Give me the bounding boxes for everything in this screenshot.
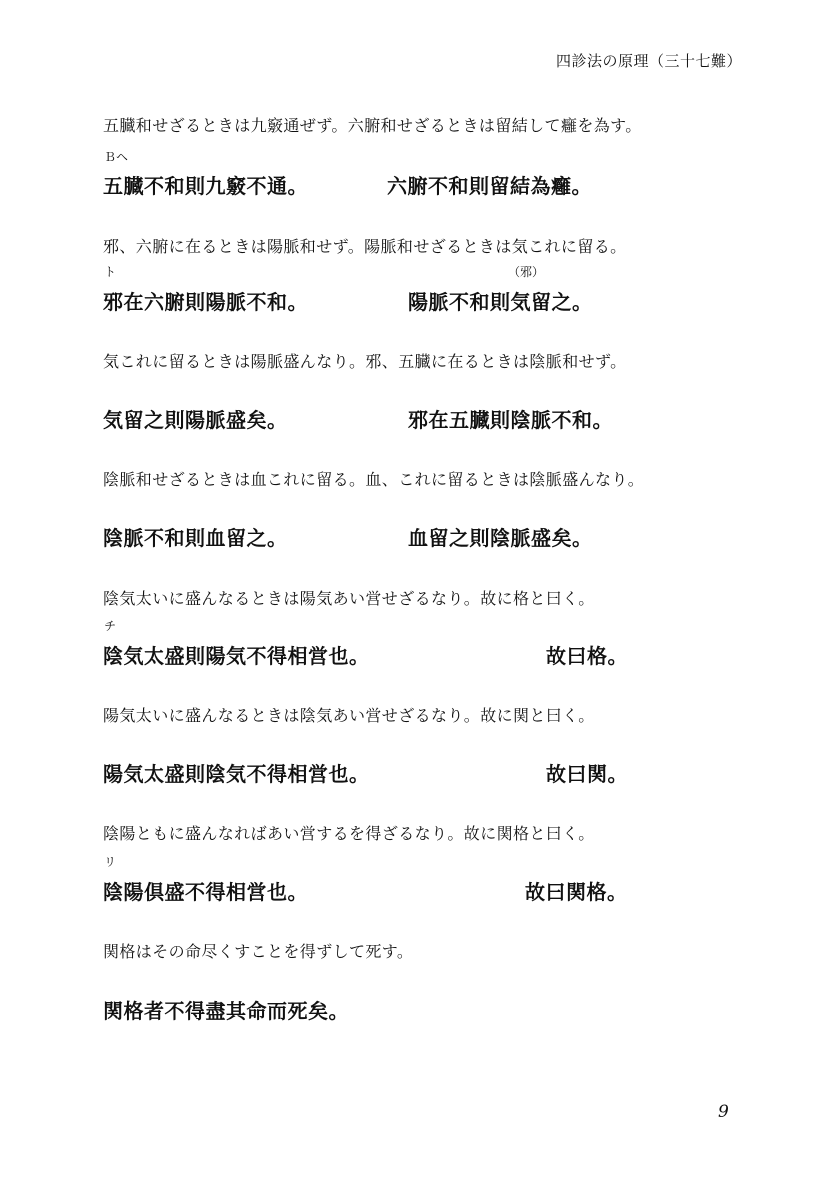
kanbun-line-right: 六腑不和則留結為癰。 xyxy=(387,174,592,198)
page-number: 9 xyxy=(718,1102,729,1122)
japanese-reading-line: 関格はその命尽くすことを得ずして死す。 xyxy=(103,942,414,961)
annotation-mark: Ｂヘ xyxy=(104,150,129,164)
annotation-mark: リ xyxy=(104,855,117,869)
japanese-reading-line: 陰脈和せざるときは血これに留る。血、これに留るときは陰脈盛んなり。 xyxy=(103,470,645,489)
kanbun-line-left: 気留之則陽脈盛矣。 xyxy=(103,408,288,432)
kanbun-line-right: 陽脈不和則気留之。 xyxy=(408,290,593,314)
kanbun-line-left: 陰気太盛則陽気不得相営也。 xyxy=(103,644,370,668)
kanbun-line-left: 陰陽倶盛不得相営也。 xyxy=(103,880,308,904)
kanbun-line-right: 故曰格。 xyxy=(546,644,628,668)
annotation-mark: （邪） xyxy=(508,265,545,279)
japanese-reading-line: 気これに留るときは陽脈盛んなり。邪、五臓に在るときは陰脈和せず。 xyxy=(103,352,627,371)
kanbun-line-right: 故曰関格。 xyxy=(525,880,628,904)
japanese-reading-line: 陽気太いに盛んなるときは陰気あい営せざるなり。故に関と曰く。 xyxy=(103,706,595,725)
kanbun-line-left: 五臓不和則九竅不通。 xyxy=(103,174,308,198)
japanese-reading-line: 五臓和せざるときは九竅通ぜず。六腑和せざるときは留結して癰を為す。 xyxy=(103,116,642,135)
kanbun-line-left: 陽気太盛則陰気不得相営也。 xyxy=(103,762,370,786)
japanese-reading-line: 邪、六腑に在るときは陽脈和せず。陽脈和せざるときは気これに留る。 xyxy=(103,237,627,256)
annotation-mark: チ xyxy=(104,619,117,633)
japanese-reading-line: 陰気太いに盛んなるときは陽気あい営せざるなり。故に格と曰く。 xyxy=(103,589,595,608)
running-header: 四診法の原理（三十七難） xyxy=(556,52,743,70)
kanbun-line-right: 血留之則陰脈盛矣。 xyxy=(408,526,593,550)
kanbun-line-right: 邪在五臓則陰脈不和。 xyxy=(408,408,613,432)
kanbun-line-left: 関格者不得盡其命而死矣。 xyxy=(103,999,349,1023)
japanese-reading-line: 陰陽ともに盛んなればあい営するを得ざるなり。故に関格と曰く。 xyxy=(103,824,595,843)
annotation-mark: ト xyxy=(104,265,117,279)
kanbun-line-right: 故曰関。 xyxy=(546,762,628,786)
kanbun-line-left: 邪在六腑則陽脈不和。 xyxy=(103,290,308,314)
kanbun-line-left: 陰脈不和則血留之。 xyxy=(103,526,288,550)
